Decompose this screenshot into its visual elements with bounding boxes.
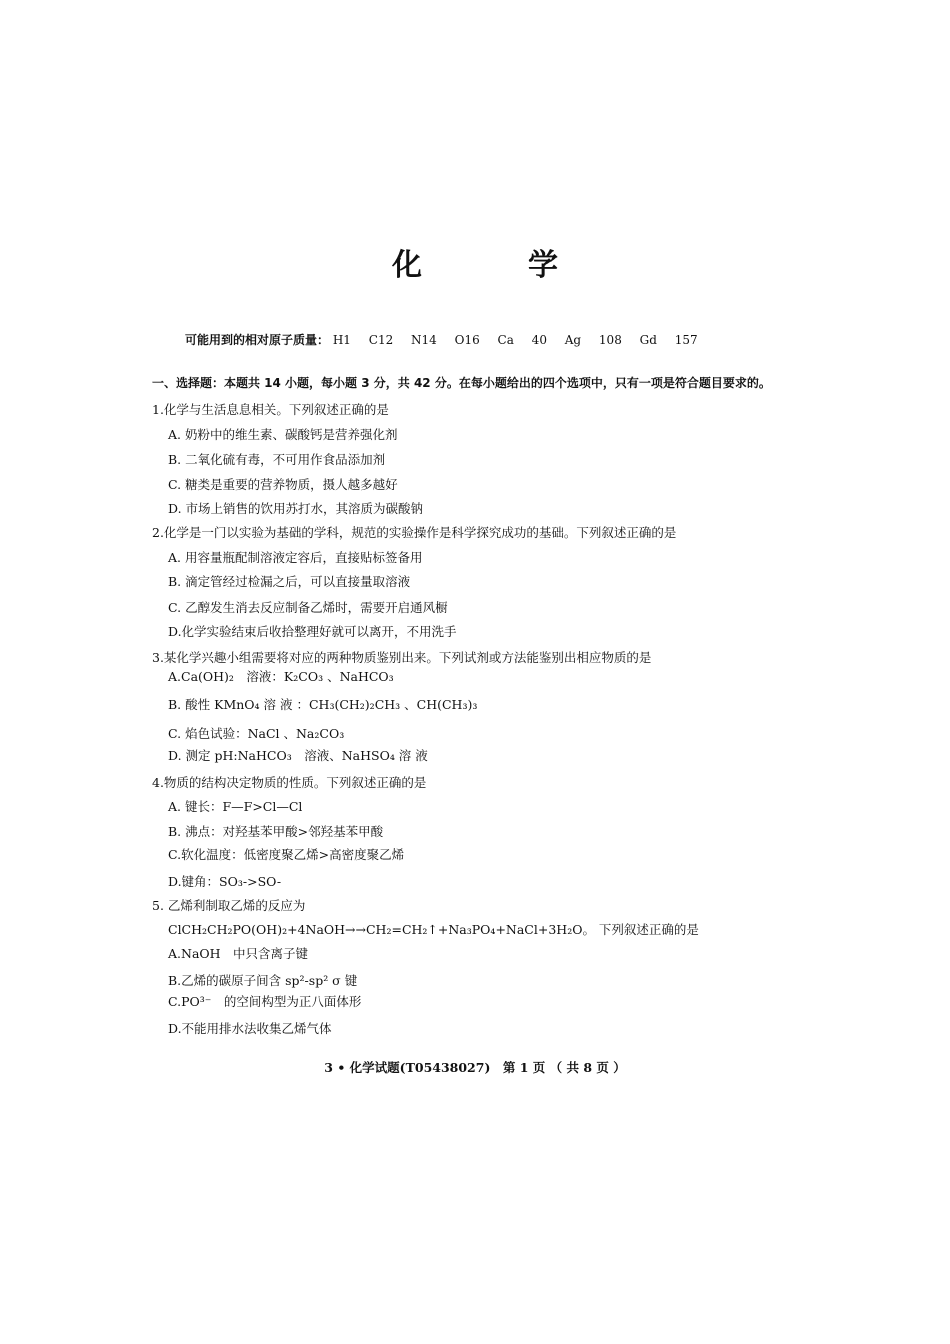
section-heading: 一、选择题：本题共 14 小题，每小题 3 分，共 42 分。在每小题给出的四个选项中，只有一项是符合题目要求的。 (152, 376, 771, 390)
question-option: C.软化温度：低密度聚乙烯>高密度聚乙烯 (168, 847, 405, 862)
question-option: D.键角：SO₃->SO- (168, 874, 282, 889)
question-option: B. 沸点：对羟基苯甲酸>邻羟基苯甲酸 (168, 824, 384, 839)
question-stem: 2.化学是一门以实验为基础的学科，规范的实验操作是科学探究成功的基础。下列叙述正确的是 (152, 525, 677, 540)
question-option: C. 糖类是重要的营养物质，摄人越多越好 (168, 477, 398, 492)
page-title: 化 学 (392, 248, 596, 283)
atomic-mass-values: H1 C12 N14 O16 Ca 40 Ag 108 Gd 157 (332, 333, 698, 347)
question-option: D.化学实验结束后收拾整理好就可以离开，不用洗手 (168, 624, 457, 639)
question-option: B.乙烯的碳原子间含 sp²-sp² σ 键 (168, 973, 358, 988)
question-option: D. 测定 pH:NaHCO₃ 溶液、NaHSO₄ 溶 液 (168, 748, 428, 763)
atomic-mass-label: 可能用到的相对原子质量： (185, 333, 330, 347)
question-option: A. 奶粉中的维生素、碳酸钙是营养强化剂 (168, 427, 398, 442)
page-footer: 3 • 化学试题(T05438027) 第 1 页 （ 共 8 页 ） (324, 1060, 626, 1075)
question-option: C.PO³⁻ 的空间构型为正八面体形 (168, 994, 362, 1009)
reaction-equation: ClCH₂CH₂PO(OH)₂+4NaOH→→CH₂=CH₂↑+Na₃PO₄+NaCl+3H₂O。 下列叙述正确的是 (168, 922, 699, 937)
question-option: B. 二氧化硫有毒，不可用作食品添加剂 (168, 452, 386, 467)
question-option: A. 键长：F—F>Cl—Cl (168, 799, 303, 814)
question-option: B. 酸性 KMnO₄ 溶 液 ：CH₃(CH₂)₂CH₃ 、CH(CH₃)₃ (168, 697, 478, 712)
question-option: C. 焰色试验：NaCl 、Na₂CO₃ (168, 726, 345, 741)
question-option: D.不能用排水法收集乙烯气体 (168, 1021, 332, 1036)
atomic-mass-line (185, 331, 698, 348)
question-option: B. 滴定管经过检漏之后，可以直接量取溶液 (168, 574, 411, 589)
question-stem: 3.某化学兴趣小组需要将对应的两种物质鉴别出来。下列试剂或方法能鉴别出相应物质的是 (152, 650, 652, 665)
question-option: C. 乙醇发生消去反应制备乙烯时，需要开启通风橱 (168, 600, 448, 615)
question-stem: 4.物质的结构决定物质的性质。下列叙述正确的是 (152, 775, 427, 790)
question-stem: 5. 乙烯利制取乙烯的反应为 (152, 898, 306, 913)
question-option: A.Ca(OH)₂ 溶液：K₂CO₃ 、NaHCO₃ (168, 669, 394, 684)
question-stem: 1.化学与生活息息相关。下列叙述正确的是 (152, 402, 389, 417)
question-option: A. 用容量瓶配制溶液定容后，直接贴标签备用 (168, 550, 423, 565)
question-option: A.NaOH 中只含离子键 (168, 946, 309, 961)
question-option: D. 市场上销售的饮用苏打水，其溶质为碳酸钠 (168, 501, 424, 516)
